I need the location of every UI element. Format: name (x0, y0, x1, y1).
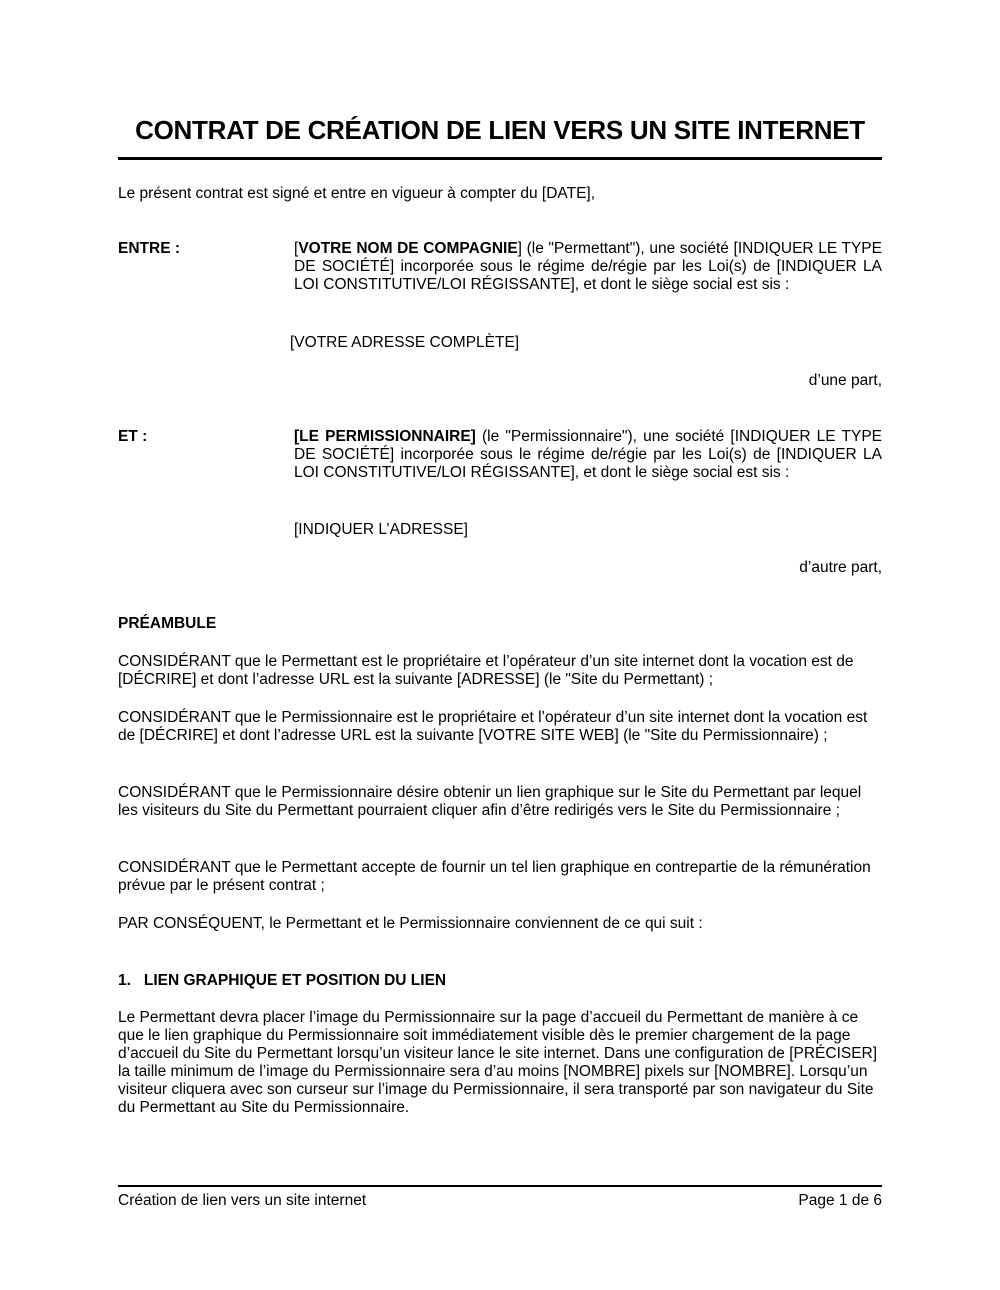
party-details: (le "Permettant"), une société [INDIQUER LE TYPE DE SOCIÉTÉ] incorporée sous le régime de/régie par les Loi(s) de [INDIQUER LA LOI CONSTITUTIVE/LOI RÉGISSANTE], et dont le siège social est sis : (294, 240, 882, 293)
party-label: ET : (118, 428, 148, 445)
party-description (294, 428, 882, 482)
party-name: [LE PERMISSIONNAIRE] (294, 428, 476, 445)
document-page (118, 0, 882, 1290)
preamble-paragraph: CONSIDÉRANT que le Permettant accepte de fournir un tel lien graphique en contrepartie de la rémunération prévue par le présent contrat ; (118, 859, 871, 894)
bracket: [ (294, 240, 299, 257)
party-description (294, 240, 882, 294)
party-name: VOTRE NOM DE COMPAGNIE (298, 240, 518, 257)
party-closing: d’une part, (808, 372, 882, 389)
preamble-paragraph: PAR CONSÉQUENT, le Permettant et le Permissionnaire conviennent de ce qui suit : (118, 915, 703, 932)
bracket: ] (517, 240, 522, 257)
party-address: [INDIQUER L’ADRESSE] (294, 521, 468, 538)
page-number: Page 1 de 6 (798, 1192, 882, 1209)
section-body: Le Permettant devra placer l’image du Permissionnaire sur la page d’accueil du Permettant de manière à ce que le lien graphique du Permissionnaire soit immédiatement visible dès le premier chargement de la page d’accueil du Site du Permettant lorsqu’un visiteur lance le site internet. Dans une configuration de [PRÉCISER] la taille minimum de l’image du Permissionnaire sera d’au moins [NOMBRE] pixels sur [NOMBRE]. Lorsqu’un visiteur cliquera avec son curseur sur l’image du Permissionnaire, il sera transporté par son navigateur du Site du Permettant au Site du Permissionnaire. (118, 1009, 878, 1116)
footer-divider (118, 1185, 882, 1187)
preamble-paragraph: CONSIDÉRANT que le Permissionnaire est le propriétaire et l’opérateur d’un site internet dont la vocation est de [DÉCRIRE] et dont l’adresse URL est la suivante [VOTRE SITE WEB] (le "Site du Permissionnaire) ; (118, 709, 868, 744)
preamble-paragraph: CONSIDÉRANT que le Permettant est le propriétaire et l’opérateur d’un site internet dont la vocation est de [DÉCRIRE] et dont l’adresse URL est la suivante [ADRESSE] (le "Site du Permettant) ; (118, 653, 854, 688)
preamble-paragraph: CONSIDÉRANT que le Permissionnaire désire obtenir un lien graphique sur le Site du Permettant par lequel les visiteurs du Site du Permettant pourraient cliquer afin d’être redirigés vers le Site du Permissionnaire ; (118, 784, 862, 819)
intro-text: Le présent contrat est signé et entre en vigueur à compter du [DATE], (118, 185, 596, 202)
preamble-heading: PRÉAMBULE (118, 615, 217, 632)
document-title: CONTRAT DE CRÉATION DE LIEN VERS UN SITE INTERNET (135, 115, 865, 145)
footer-title: Création de lien vers un site internet (118, 1192, 367, 1209)
party-closing: d’autre part, (799, 559, 882, 576)
party-address: [VOTRE ADRESSE COMPLÈTE] (290, 334, 520, 351)
section-heading: 1. LIEN GRAPHIQUE ET POSITION DU LIEN (118, 972, 447, 989)
title-divider (118, 157, 882, 160)
party-details: (le "Permissionnaire"), une société [INDIQUER LE TYPE DE SOCIÉTÉ] incorporée sous le régime de/régie par les Loi(s) de [INDIQUER LA LOI CONSTITUTIVE/LOI RÉGISSANTE], et dont le siège social est sis : (294, 428, 882, 481)
party-label: ENTRE : (118, 240, 180, 257)
